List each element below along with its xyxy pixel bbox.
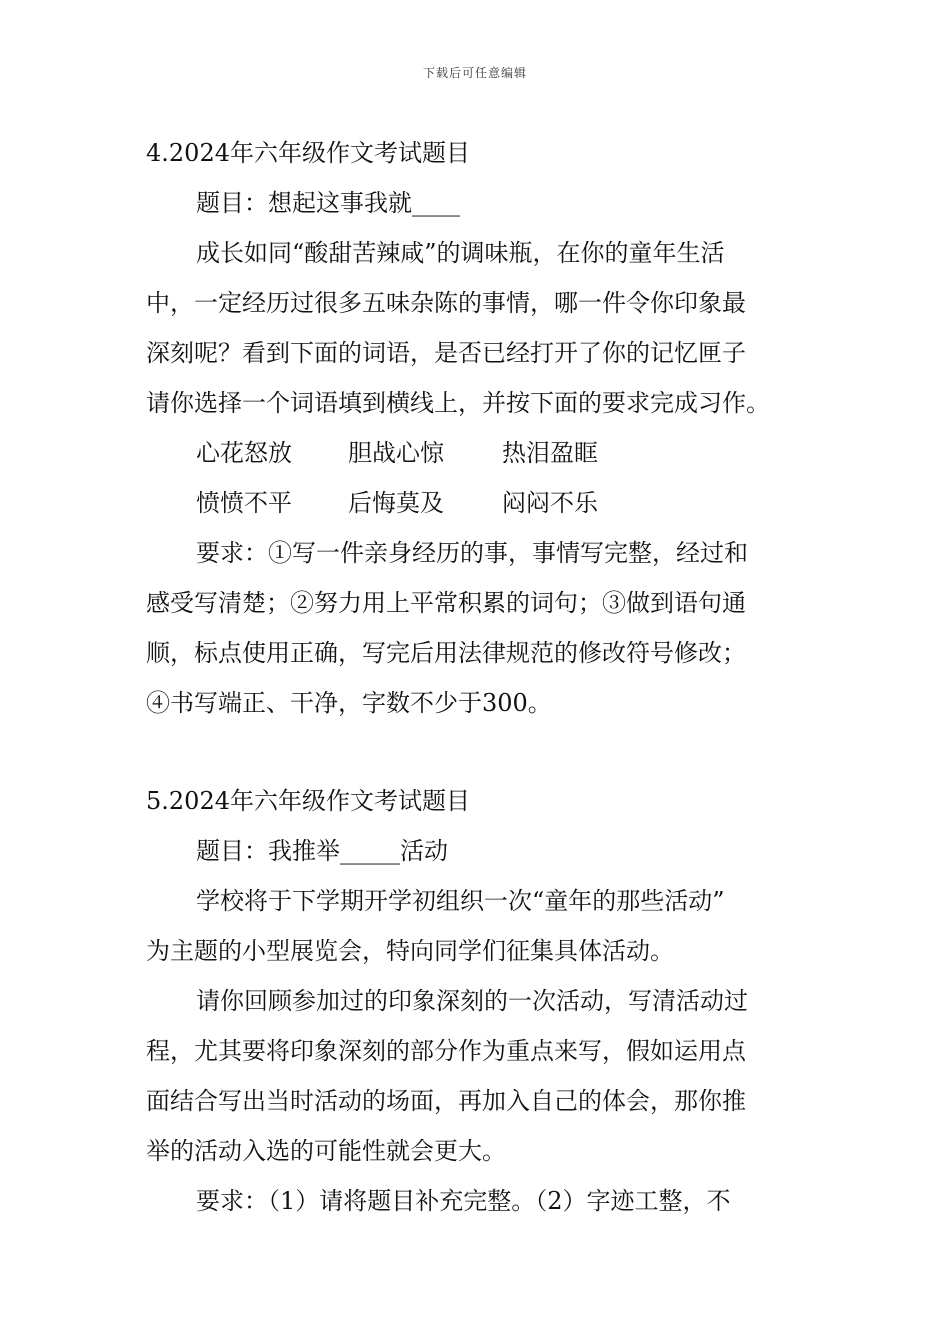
- section-5-paragraph-line: 请你回顾参加过的印象深刻的一次活动，写清活动过: [196, 987, 748, 1015]
- section-5-title-line: 题目：我推举_____活动: [196, 837, 448, 865]
- word-option: 热泪盈眶: [502, 439, 598, 467]
- word-option: 胆战心惊: [348, 439, 444, 467]
- section-4-paragraph-line: 中，一定经历过很多五味杂陈的事情，哪一件令你印象最: [146, 289, 746, 317]
- section-5-paragraph-line: 举的活动入选的可能性就会更大。: [146, 1137, 506, 1165]
- section-4-requirements-line: 顺，标点使用正确，写完后用法律规范的修改符号修改；: [146, 639, 746, 667]
- section-5-paragraph-line: 学校将于下学期开学初组织一次“童年的那些活动”: [196, 887, 725, 915]
- section-4-paragraph-line: 成长如同“酸甜苦辣咸”的调味瓶，在你的童年生活: [196, 239, 725, 267]
- word-option: 后悔莫及: [348, 489, 444, 517]
- section-4-requirements-line: 要求：①写一件亲身经历的事，事情写完整，经过和: [196, 539, 748, 567]
- section-5-paragraph-line: 面结合写出当时活动的场面，再加入自己的体会，那你推: [146, 1087, 746, 1115]
- section-5-paragraph-line: 程，尤其要将印象深刻的部分作为重点来写，假如运用点: [146, 1037, 746, 1065]
- section-4-heading: 4.2024年六年级作文考试题目: [146, 139, 470, 167]
- word-options-row-2: [146, 478, 808, 528]
- section-4-paragraph-line: 深刻呢？看到下面的词语，是否已经打开了你的记忆匣子: [146, 339, 746, 367]
- word-option: 心花怒放: [196, 439, 292, 467]
- word-option: 闷闷不乐: [502, 489, 598, 517]
- section-5-heading: 5.2024年六年级作文考试题目: [146, 787, 470, 815]
- word-options-row-1: [146, 428, 808, 478]
- word-option: 愤愤不平: [196, 489, 292, 517]
- section-4-requirements-line: ④书写端正、干净，字数不少于300。: [146, 689, 552, 717]
- section-4-paragraph-line: 请你选择一个词语填到横线上，并按下面的要求完成习作。: [146, 389, 770, 417]
- section-5-paragraph-line: 为主题的小型展览会，特向同学们征集具体活动。: [146, 937, 674, 965]
- section-4-title-line: 题目：想起这事我就____: [196, 189, 460, 217]
- page-header: 下载后可任意编辑: [422, 66, 527, 80]
- section-4-requirements-line: 感受写清楚；②努力用上平常积累的词句；③做到语句通: [146, 589, 746, 617]
- section-5-requirements-line: 要求：（1）请将题目补充完整。（2）字迹工整，不: [196, 1187, 731, 1215]
- section-gap: [146, 728, 808, 776]
- document-body: [146, 128, 808, 1226]
